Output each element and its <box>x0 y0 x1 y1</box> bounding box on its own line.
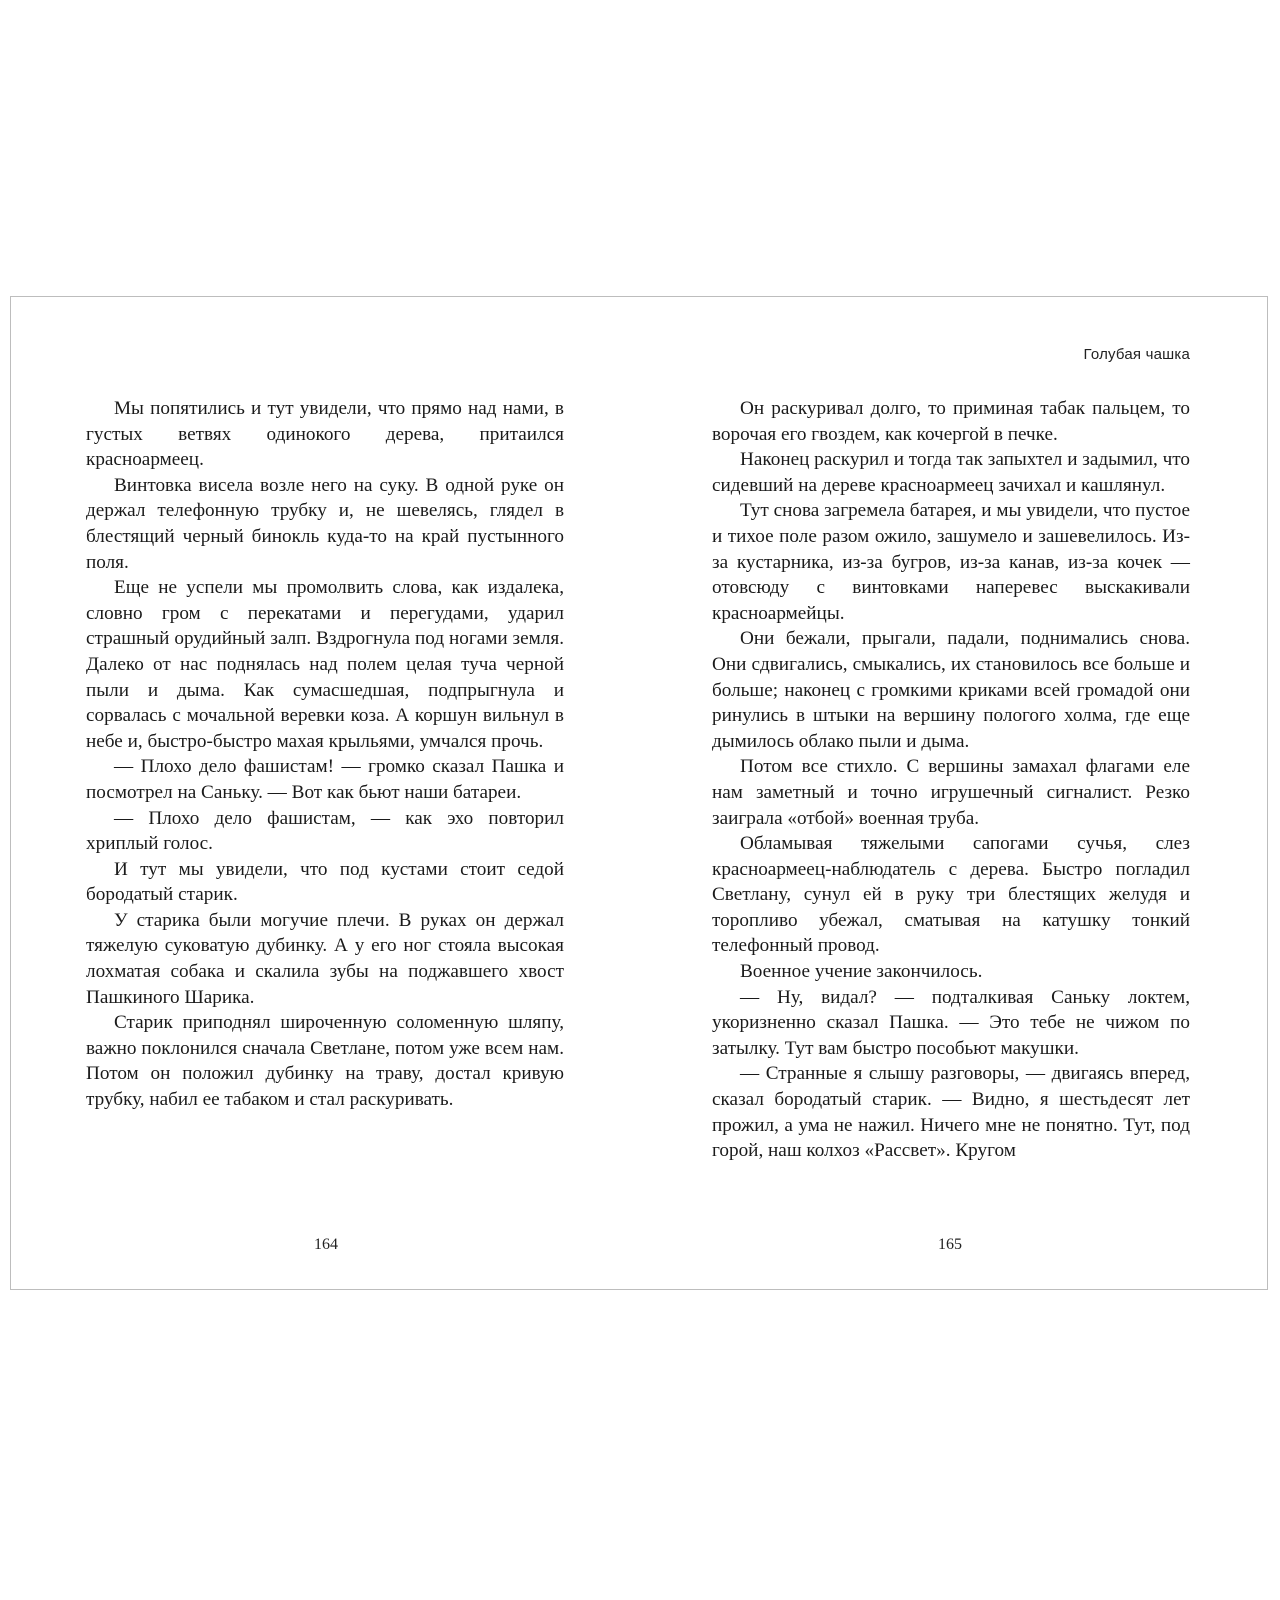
paragraph: Мы попятились и тут увидели, что прямо над нами, в густых ветвях одинокого дерева, притаился красноармеец. <box>86 398 564 471</box>
paragraph: Военное учение закончилось. <box>740 961 983 983</box>
paragraph: И тут мы увидели, что под кустами стоит седой бородатый старик. <box>86 858 564 906</box>
paragraph: — Плохо дело фашистам! — громко сказал Пашка и посмотрел на Саньку. — Вот как бьют наши батареи. <box>86 756 564 803</box>
paragraph: Старик приподнял широченную соломенную шляпу, важно поклонился сначала Светлане, потом уже всем нам. Потом он положил дубинку на траву, достал кривую трубку, набил ее табаком и стал раскуривать. <box>86 1012 564 1111</box>
page-number-right: 165 <box>938 1236 962 1253</box>
paragraph: Наконец раскурил и тогда так запыхтел и задымил, что сидевший на дереве красноармеец зачихал и кашлянул. <box>712 449 1190 496</box>
left-page <box>86 396 564 1113</box>
paragraph: У старика были могучие плечи. В руках он держал тяжелую суковатую дубинку. А у его ног стояла высокая лохматая собака и скалила зубы на поджавшего хвост Пашкиного Шарика. <box>86 909 564 1008</box>
paragraph: Обламывая тяжелыми сапогами сучья, слез красноармеец-наблюдатель с дерева. Быстро погладил Светлану, сунул ей в руку три блестящих желудя и торопливо убежал, сматывая на катушку тонкий телефонный провод. <box>712 833 1190 957</box>
page-number-left: 164 <box>314 1236 338 1253</box>
right-page <box>712 396 1190 1164</box>
paragraph: Еще не успели мы промолвить слова, как издалека, словно гром с перекатами и перегудами, ударил страшный орудийный залп. Вздрогнула под ногами земля. Далеко от нас поднялась над полем целая туча черной пыли и дыма. Как сумасшедшая, подпрыгнула и сорвалась с мочальной веревки коза. А коршун вильнул в небе и, быстро-быстро махая крыльями, умчался прочь. <box>86 577 564 752</box>
paragraph: Потом все стихло. С вершины замахал флагами еле нам заметный и точно игрушечный сигналист. Резко заиграла «отбой» военная труба. <box>712 756 1190 829</box>
paragraph: Тут снова загремела батарея, и мы увидели, что пустое и тихое поле разом ожило, зашумело и зашевелилось. Из-за кустарника, из-за бугров, из-за канав, из-за кочек — отовсюду с винтовками наперевес выскакивали красноармейцы. <box>712 500 1190 624</box>
paragraph: — Странные я слышу разговоры, — двигаясь вперед, сказал бородатый старик. — Видно, я шестьдесят лет прожил, а ума не нажил. Ничего мне не понятно. Тут, под горой, наш колхоз «Рассвет». Кругом <box>712 1063 1190 1162</box>
paragraph: — Плохо дело фашистам, — как эхо повторил хриплый голос. <box>86 807 564 855</box>
running-head: Голубая чашка <box>1083 346 1190 363</box>
paragraph: Они бежали, прыгали, падали, поднимались снова. Они сдвигались, смыкались, их становилось все больше и больше; наконец с громкими криками всей громадой они ринулись в штыки на вершину пологого холма, где еще дымилось облако пыли и дыма. <box>712 628 1190 752</box>
paragraph: Винтовка висела возле него на суку. В одной руке он держал телефонную трубку и, не шевелясь, глядел в блестящий черный бинокль куда-то на край пустынного поля. <box>86 474 564 573</box>
paragraph: Он раскуривал долго, то приминая табак пальцем, то ворочая его гвоздем, как кочергой в печке. <box>712 398 1190 445</box>
paragraph: — Ну, видал? — подталкивая Саньку локтем, укоризненно сказал Пашка. — Это тебе не чижом по затылку. Тут вам быстро пособьют макушки. <box>712 986 1190 1059</box>
